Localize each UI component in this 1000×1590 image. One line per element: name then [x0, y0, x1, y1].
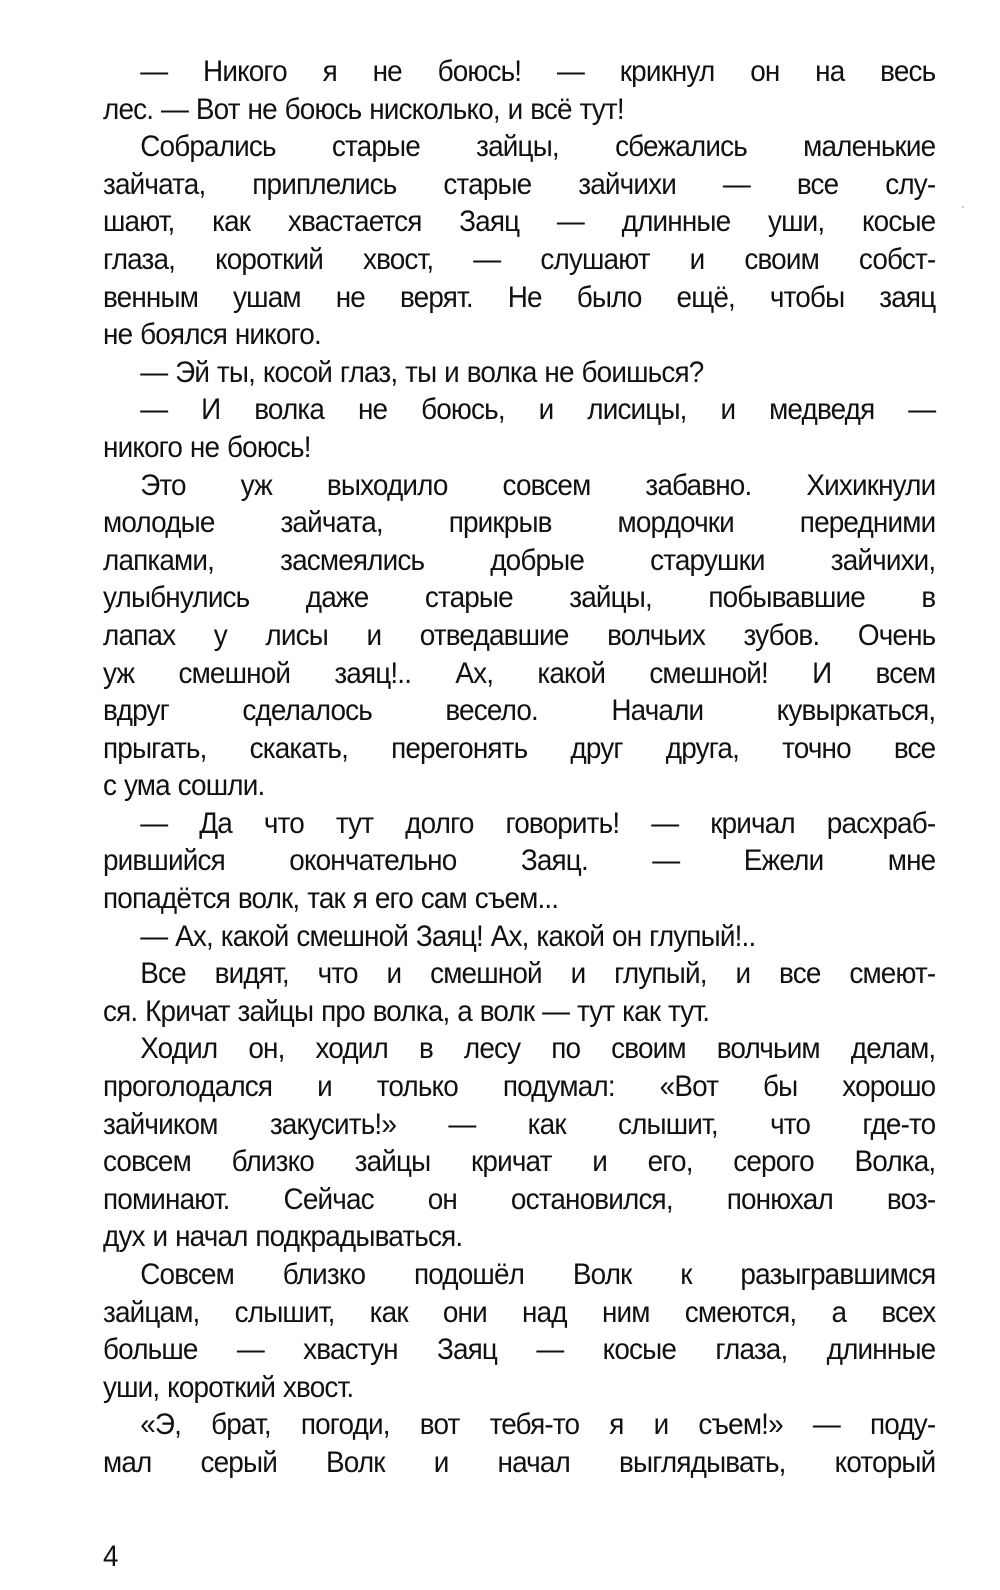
text-line: лапками, засмеялись добрые старушки зайчихи,	[103, 543, 936, 577]
text-line: венным ушам не верят. Не было ещё, чтобы заяц	[103, 280, 936, 314]
text-line: лапах у лисы и отведавшие волчьих зубов. Очень	[103, 618, 936, 652]
text-line: вдруг сделалось весело. Начали кувыркаться,	[103, 694, 936, 728]
page-number: 4	[103, 1540, 119, 1573]
text-line: лес. — Вот не боюсь нисколько, и всё тут!	[103, 92, 624, 126]
text-line: Совсем близко подошёл Волк к разыгравшимся	[140, 1258, 936, 1291]
text-line: глаза, короткий хвост, — слушают и своим собст-	[103, 242, 936, 276]
text-line: Это уж выходило совсем забавно. Хихикнули	[140, 468, 936, 502]
text-line: — И волка не боюсь, и лисицы, и медведя —	[140, 393, 936, 427]
text-line: дух и начал подкрадываться.	[103, 1220, 463, 1254]
scan-speck	[962, 206, 964, 208]
text-line: проголодался и только подумал: «Вот бы хорошо	[103, 1070, 936, 1104]
text-line: — Ах, какой смешной Заяц! Ах, какой он глупый!..	[140, 919, 756, 953]
text-line: Ходил он, ходил в лесу по своим волчьим делам,	[140, 1032, 936, 1066]
text-line: улыбнулись даже старые зайцы, побывавшие в	[103, 581, 936, 615]
text-line: прыгать, скакать, перегонять друг друга, точно все	[103, 731, 936, 765]
text-line: — Эй ты, косой глаз, ты и волка не боишься?	[140, 355, 704, 389]
text-line: Собрались старые зайцы, сбежались маленькие	[140, 130, 936, 164]
text-line: — Никого я не боюсь! — крикнул он на весь	[140, 55, 936, 88]
text-line: зайчиком закусить!» — как слышит, что где-то	[103, 1107, 936, 1141]
text-line: больше — хвастун Заяц — косые глаза, длинные	[103, 1333, 936, 1367]
text-line: шают, как хвастается Заяц — длинные уши, косые	[103, 205, 936, 239]
text-line: никого не боюсь!	[103, 430, 311, 464]
text-line: Все видят, что и смешной и глупый, и все смеют-	[140, 957, 936, 991]
text-line: мал серый Волк и начал выглядывать, который	[103, 1445, 936, 1479]
text-line: поминают. Сейчас он остановился, понюхал воз-	[103, 1182, 936, 1216]
text-line: — Да что тут долго говорить! — кричал расхраб-	[140, 806, 936, 840]
text-line: не боялся никого.	[103, 318, 321, 352]
text-line: зайчата, приплелись старые зайчихи — все слу-	[103, 167, 936, 201]
text-line: попадётся волк, так я его сам съем...	[103, 882, 559, 916]
text-line: с ума сошли.	[103, 769, 265, 803]
text-line: уши, короткий хвост.	[103, 1370, 354, 1404]
text-line: совсем близко зайцы кричат и его, серого Волка,	[103, 1145, 936, 1179]
text-line: ся. Кричат зайцы про волка, а волк — тут как тут.	[103, 994, 710, 1028]
text-line: молодые зайчата, прикрыв мордочки передними	[103, 506, 936, 540]
text-line: уж смешной заяц!.. Ах, какой смешной! И всем	[103, 656, 936, 690]
text-line: рившийся окончательно Заяц. — Ежели мне	[103, 844, 936, 878]
page-text	[103, 53, 936, 1482]
text-line: «Э, брат, погоди, вот тебя-то я и съем!» — поду-	[140, 1408, 936, 1442]
text-line: зайцам, слышит, как они над ним смеются, а всех	[103, 1295, 936, 1329]
